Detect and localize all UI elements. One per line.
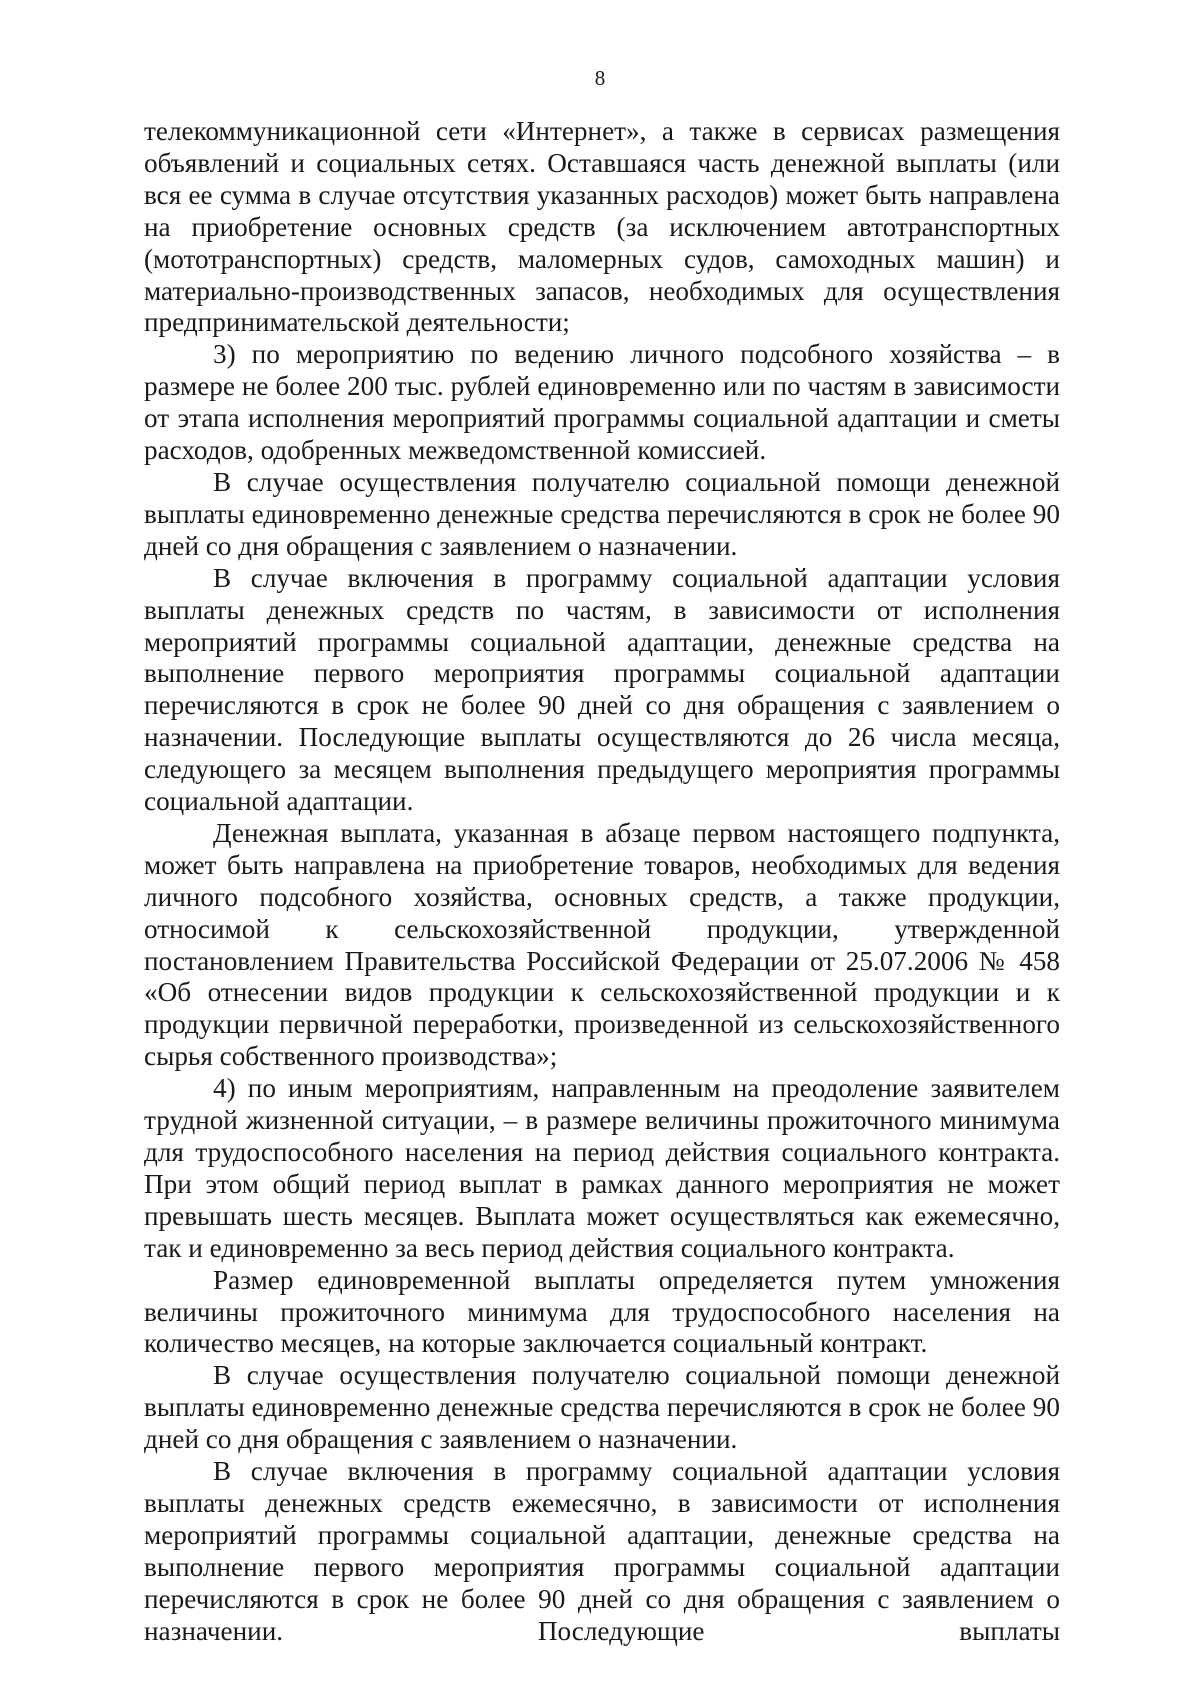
page-number: 8 [594,66,606,90]
paragraph-item-3: 3) по мероприятию по ведению личного подсобного хозяйства – в размере не более 200 тыс. рублей единовременно или по частям в зависимости от этапа исполнения мероприятий программы социальной адаптации и сметы расходов, одобренных межведомственной комиссией. [144,339,1060,466]
paragraph-installment-payment: В случае включения в программу социальной адаптации условия выплаты денежных средств по частям, в зависимости от исполнения мероприятий программы социальной адаптации, денежные средства на выполнение первого мероприятия программы социальной адаптации перечисляются в срок не более 90 дней со дня обращения с заявлением о назначении. Последующие выплаты осуществляются до 26 числа месяца, следующего за месяцем выполнения предыдущего мероприятия программы социальной адаптации. [144,562,1060,817]
paragraph-lump-sum-payment: В случае осуществления получателю социальной помощи денежной выплаты единовременно денежные средства перечисляются в срок не более 90 дней со дня обращения с заявлением о назначении. [144,466,1060,561]
paragraph-monthly-payment: В случае включения в программу социальной адаптации условия выплаты денежных средств ежемесячно, в зависимости от исполнения мероприятий программы социальной адаптации, денежные средства на выполнение первого мероприятия программы социальной адаптации перечисляются в срок не более 90 дней со дня обращения с заявлением о назначении. Последующие выплаты [144,1456,1060,1646]
paragraph-payment-usage: Денежная выплата, указанная в абзаце первом настоящего подпункта, может быть направлена на приобретение товаров, необходимых для ведения личного подсобного хозяйства, основных средств, а также продукции, относимой к сельскохозяйственной продукции, утвержденной постановлением Правительства Российской Федерации от 25.07.2006 № 458 «Об отнесении видов продукции к сельскохозяйственной продукции и к продукции первичной переработки, произведенной из сельскохозяйственного сырья собственного производства»; [144,817,1060,1072]
paragraph-continuation: телекоммуникационной сети «Интернет», а также в сервисах размещения объявлений и социальных сетях. Оставшаяся часть денежной выплаты (или вся ее сумма в случае отсутствия указанных расходов) может быть направлена на приобретение основных средств (за исключением автотранспортных (мототранспортных) средств, маломерных судов, самоходных машин) и материально-производственных запасов, необходимых для осуществления предпринимательской деятельности; [144,116,1060,338]
paragraph-lump-sum-payment-2: В случае осуществления получателю социальной помощи денежной выплаты единовременно денежные средства перечисляются в срок не более 90 дней со дня обращения с заявлением о назначении. [144,1360,1060,1455]
document-body [144,116,1060,1648]
paragraph-lump-sum-size: Размер единовременной выплаты определяется путем умножения величины прожиточного минимума для трудоспособного населения на количество месяцев, на которые заключается социальный контракт. [144,1264,1060,1359]
paragraph-item-4: 4) по иным мероприятиям, направленным на преодоление заявителем трудной жизненной ситуации, – в размере величины прожиточного минимума для трудоспособного населения на период действия социального контракта. При этом общий период выплат в рамках данного мероприятия не может превышать шесть месяцев. Выплата может осуществляться как ежемесячно, так и единовременно за весь период действия социального контракта. [144,1073,1060,1263]
